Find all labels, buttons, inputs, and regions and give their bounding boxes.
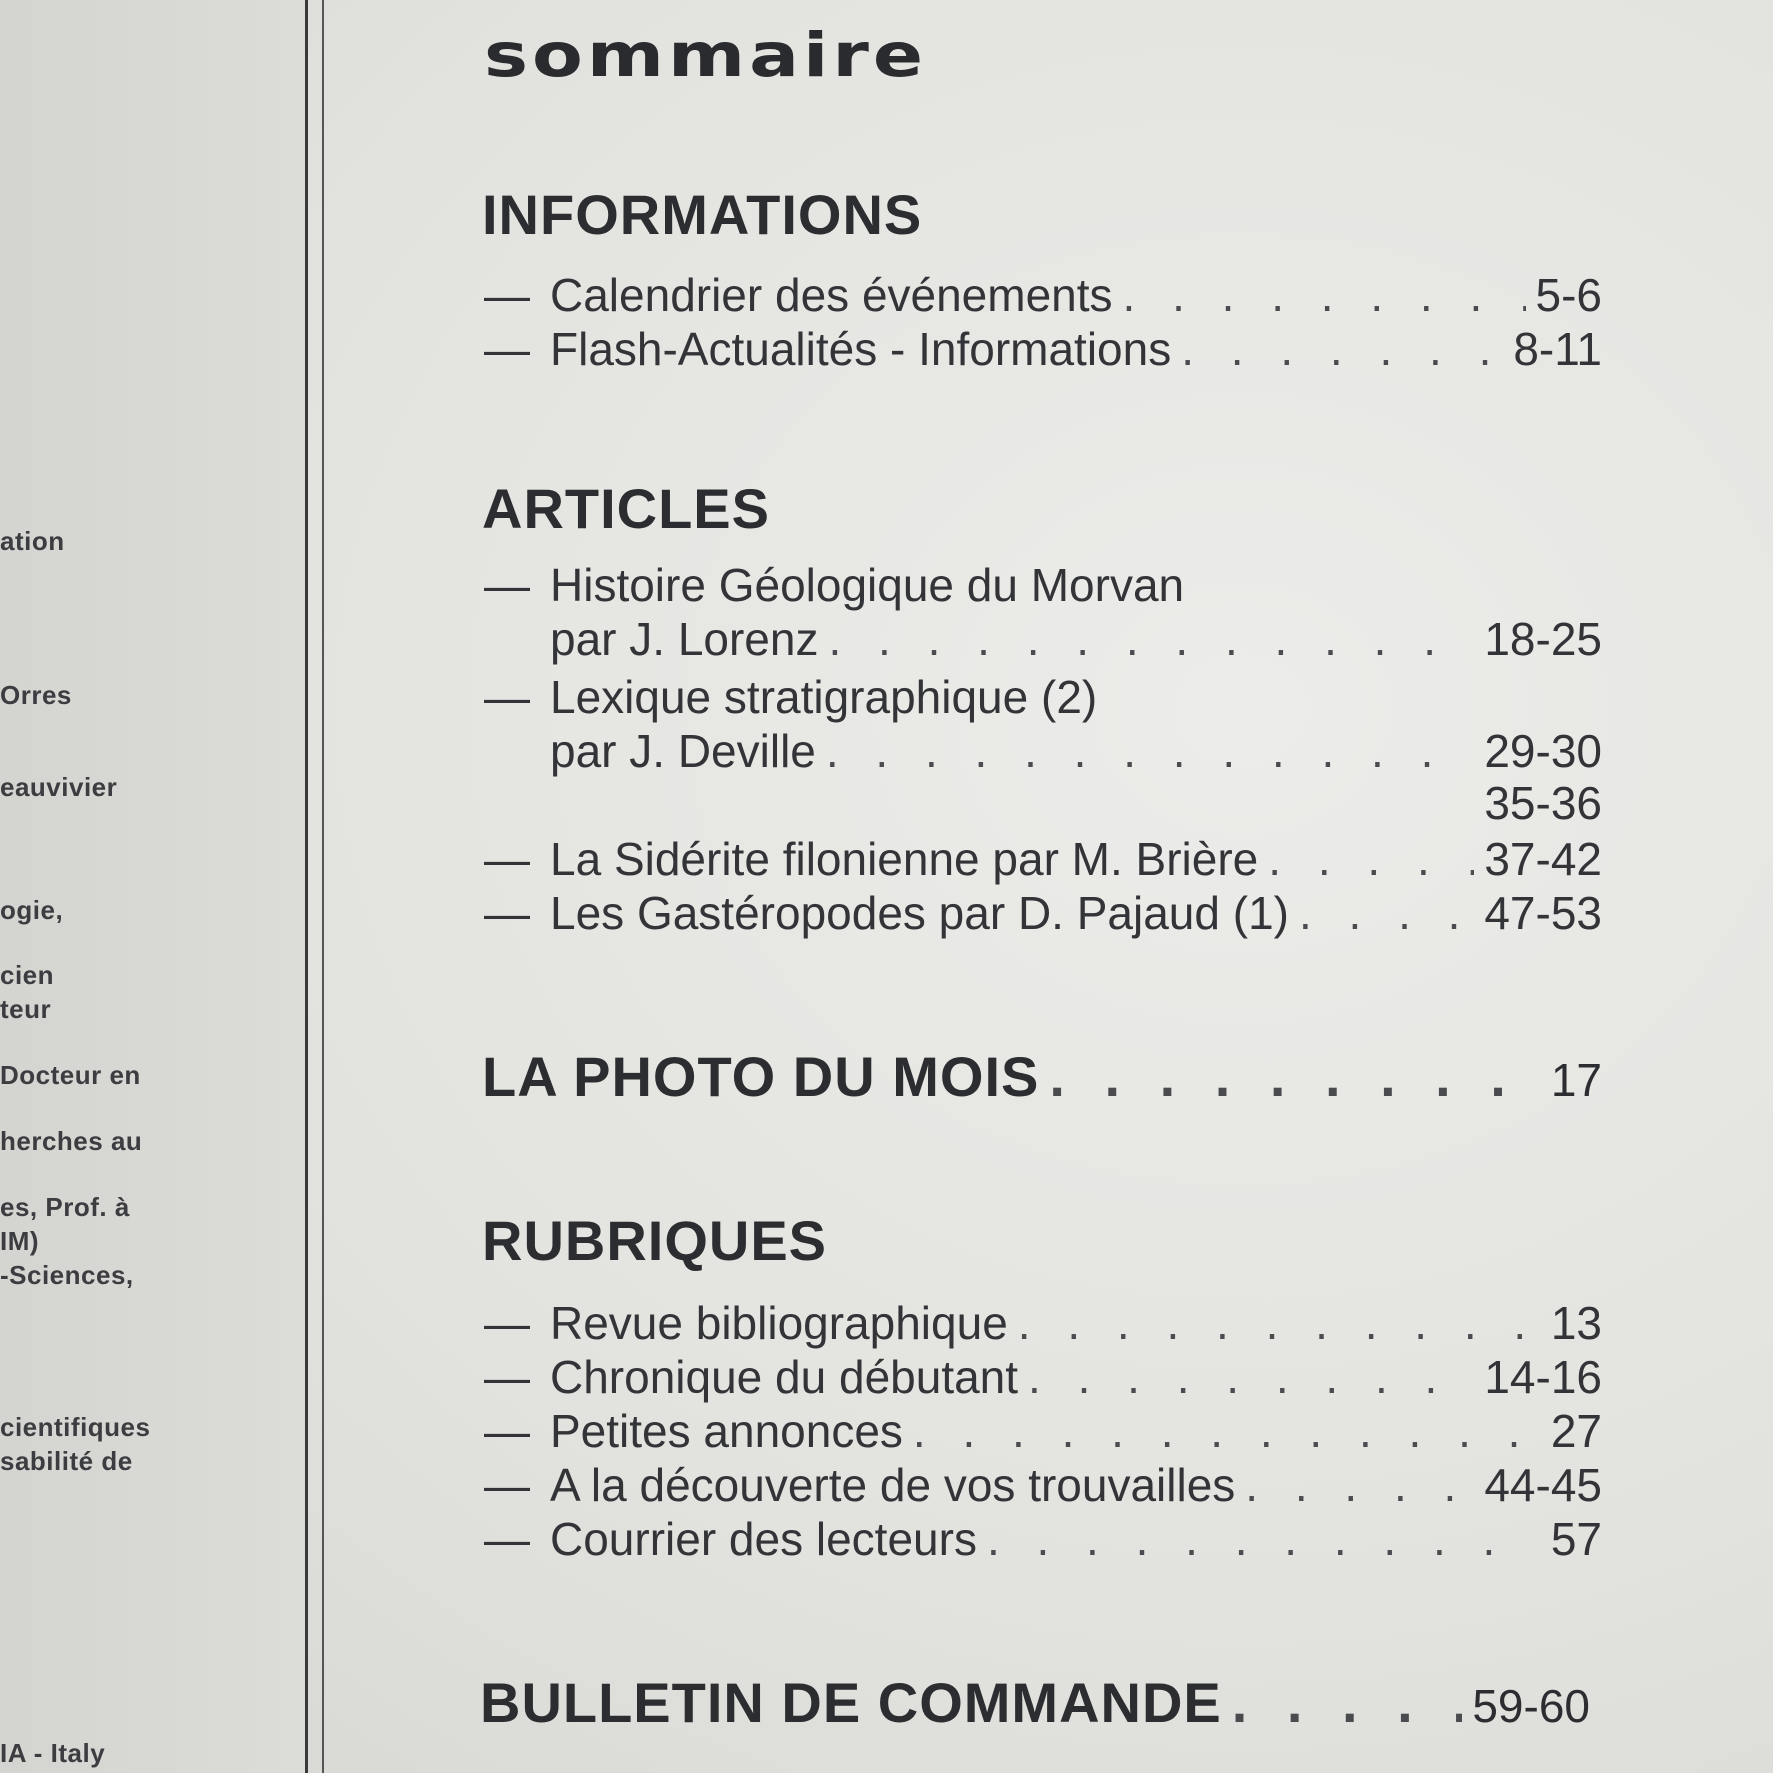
page-title: sommaire (484, 20, 928, 91)
entry-title: Flash-Actualités - Informations (550, 323, 1172, 375)
left-fragment: IA - Italy (0, 1738, 106, 1768)
left-fragment: cientifiques (0, 1412, 151, 1442)
leader-dots (1299, 886, 1474, 940)
entry-page: 5-6 (1535, 269, 1602, 321)
left-fragment: cien (0, 960, 55, 990)
toc-entry (484, 1296, 1602, 1350)
section-title-bulletin: BULLETIN DE COMMANDE (480, 1671, 1222, 1734)
section-title-articles: ARTICLES (482, 477, 770, 540)
entry-title: Revue bibliographique (550, 1297, 1008, 1349)
entry-title: Histoire Géologique du Morvan (550, 559, 1185, 611)
entry-title: A la découverte de vos trouvailles (550, 1459, 1236, 1511)
leader-dots (1268, 832, 1474, 886)
leader-dots (1245, 1458, 1474, 1512)
toc-entry (484, 1512, 1602, 1566)
dash: — (484, 1513, 530, 1565)
entry-title: Chronique du débutant (550, 1351, 1019, 1403)
left-fragment: ogie, (0, 895, 64, 925)
toc-entry (484, 670, 1602, 724)
dash: — (484, 1405, 530, 1457)
toc-entry-photo-du-mois (482, 1044, 1602, 1110)
leader-dots (1181, 322, 1503, 376)
left-fragment: IM) (0, 1226, 40, 1256)
left-fragment: -Sciences, (0, 1260, 134, 1290)
divider-rule (322, 0, 324, 1773)
dash: — (484, 1297, 530, 1349)
entry-page: 17 (1550, 1054, 1602, 1106)
leader-dots (987, 1512, 1532, 1566)
entry-title: Calendrier des événements (550, 269, 1113, 321)
entry-page: 37-42 (1484, 833, 1602, 885)
leader-dots (913, 1404, 1532, 1458)
entry-page: 44-45 (1484, 1459, 1602, 1511)
toc-entry-continuation (484, 724, 1602, 778)
leader-dots (828, 612, 1474, 666)
entry-page: 57 (1550, 1513, 1602, 1565)
toc-entry (484, 268, 1602, 322)
dash: — (484, 1459, 530, 1511)
entry-title: La Sidérite filonienne par M. Brière (550, 833, 1259, 885)
section-title-informations: INFORMATIONS (482, 183, 923, 246)
left-fragment: Orres (0, 680, 72, 710)
entry-page: 47-53 (1484, 887, 1602, 939)
entry-title: Petites annonces (550, 1405, 903, 1457)
entry-page: 14-16 (1484, 1351, 1602, 1403)
toc-entry (484, 832, 1602, 886)
dash: — (484, 887, 530, 939)
section-title-photo: LA PHOTO DU MOIS (482, 1045, 1040, 1108)
left-fragment: sabilité de (0, 1446, 133, 1476)
left-fragment: ation (0, 526, 65, 556)
leader-dots (1049, 1044, 1532, 1109)
toc-entry (484, 1404, 1602, 1458)
entry-page: 59-60 (1472, 1680, 1590, 1732)
entry-title: Lexique stratigraphique (2) (550, 671, 1098, 723)
toc-entry-bulletin (480, 1670, 1590, 1736)
leader-dots (826, 724, 1474, 778)
leader-dots (1028, 1350, 1474, 1404)
toc-entry-continuation (484, 612, 1602, 666)
entry-page-extra: 35-36 (1484, 777, 1602, 829)
toc-entry (484, 558, 1602, 612)
leader-dots (1123, 268, 1526, 322)
dash: — (484, 1351, 530, 1403)
toc-entry (484, 1350, 1602, 1404)
left-fragment: Docteur en (0, 1060, 141, 1090)
entry-page: 29-30 (1484, 725, 1602, 777)
left-fragment: teur (0, 994, 52, 1024)
entry-page: 27 (1550, 1405, 1602, 1457)
leader-dots (1018, 1296, 1532, 1350)
toc-entry (484, 1458, 1602, 1512)
dash: — (484, 559, 530, 611)
toc-entry (484, 886, 1602, 940)
toc-entry (484, 322, 1602, 376)
dash: — (484, 269, 530, 321)
leader-dots (1232, 1670, 1463, 1735)
left-fragment: eauvivier (0, 772, 118, 802)
entry-page: 13 (1550, 1297, 1602, 1349)
entry-page: 8-11 (1513, 323, 1602, 375)
entry-title: Les Gastéropodes par D. Pajaud (1) (550, 887, 1289, 939)
divider-rule (305, 0, 308, 1773)
dash: — (484, 323, 530, 375)
left-fragment: herches au (0, 1126, 143, 1156)
entry-page: 18-25 (1484, 613, 1602, 665)
left-fragment: es, Prof. à (0, 1192, 130, 1222)
entry-title: Courrier des lecteurs (550, 1513, 977, 1565)
left-column (0, 0, 305, 1773)
section-title-rubriques: RUBRIQUES (482, 1209, 828, 1272)
entry-author: par J. Deville (550, 725, 816, 777)
dash: — (484, 671, 530, 723)
entry-author: par J. Lorenz (550, 613, 819, 665)
dash: — (484, 833, 530, 885)
